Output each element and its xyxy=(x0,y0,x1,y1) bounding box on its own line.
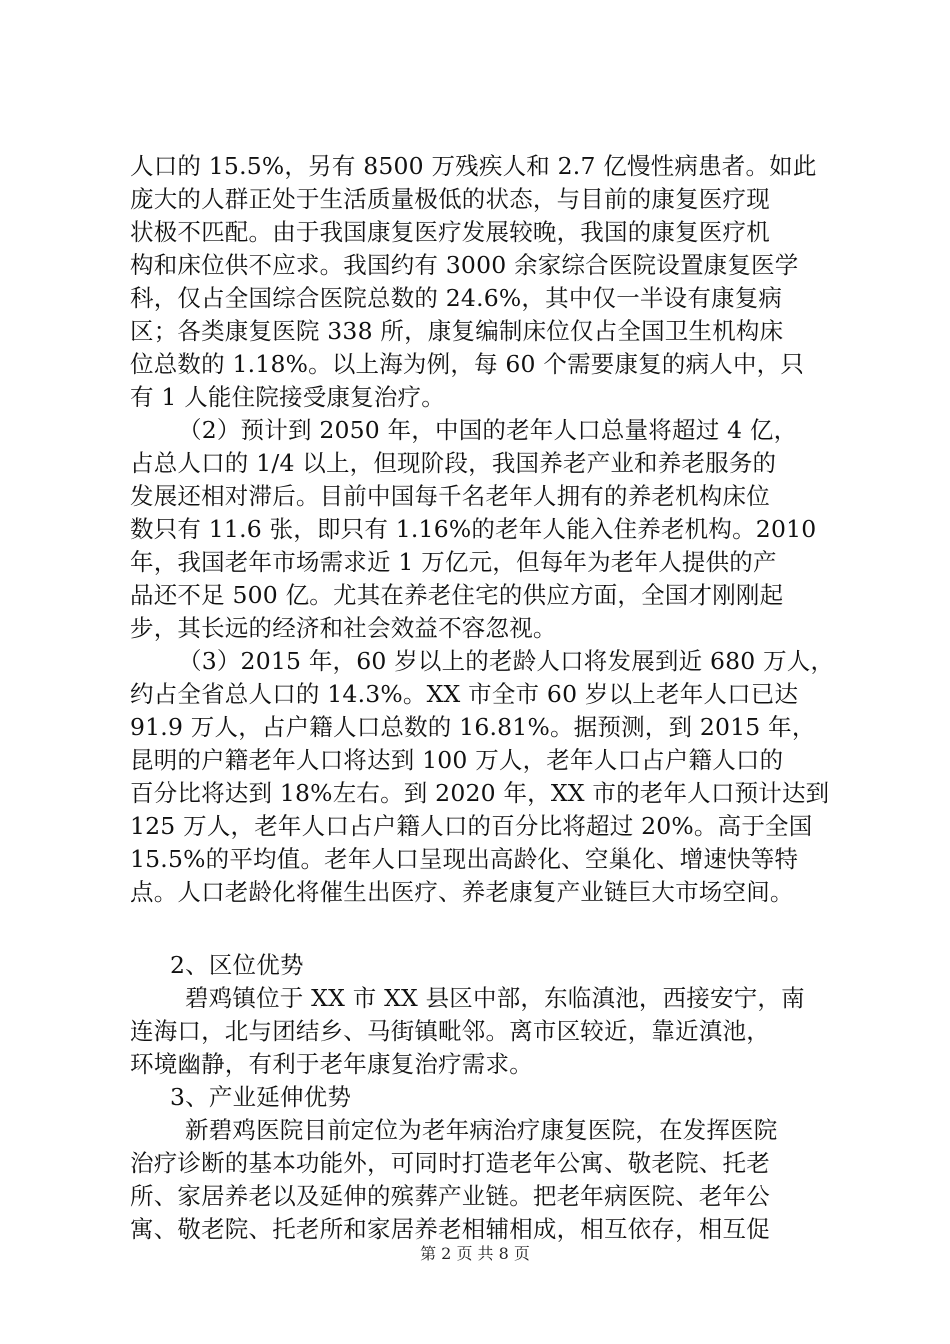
text-line: 15.5%的平均值。老年人口呈现出高龄化、空巢化、增速快等特 xyxy=(130,845,799,873)
text-line: 占总人口的 1/4 以上，但现阶段，我国养老产业和养老服务的 xyxy=(130,449,777,477)
text-line: 点。人口老龄化将催生出医疗、养老康复产业链巨大市场空间。 xyxy=(130,878,794,906)
paragraph-start-line: （3）2015 年，60 岁以上的老龄人口将发展到近 680 万人， xyxy=(178,647,835,675)
text-line: 有 1 人能住院接受康复治疗。 xyxy=(130,383,445,411)
text-line: 发展还相对滞后。目前中国每千名老年人拥有的养老机构床位 xyxy=(130,482,770,510)
text-line: 约占全省总人口的 14.3%。XX 市全市 60 岁以上老年人口已达 xyxy=(130,680,799,708)
text-line: 品还不足 500 亿。尤其在养老住宅的供应方面，全国才刚刚起 xyxy=(130,581,784,609)
text-line: 治疗诊断的基本功能外，可同时打造老年公寓、敬老院、托老 xyxy=(130,1149,770,1177)
text-line: 寓、敬老院、托老所和家居养老相辅相成，相互依存，相互促 xyxy=(130,1215,770,1243)
text-line: 庞大的人群正处于生活质量极低的状态，与目前的康复医疗现 xyxy=(130,185,770,213)
text-line: 连海口，北与团结乡、马街镇毗邻。离市区较近，靠近滇池， xyxy=(130,1017,770,1045)
text-line: 百分比将达到 18%左右。到 2020 年，XX 市的老年人口预计达到 xyxy=(130,779,830,807)
paragraph-start-line: 碧鸡镇位于 XX 市 XX 县区中部，东临滇池，西接安宁，南 xyxy=(185,984,805,1012)
paragraph-start-line: 新碧鸡医院目前定位为老年病治疗康复医院，在发挥医院 xyxy=(185,1116,778,1144)
text-line: 科，仅占全国综合医院总数的 24.6%，其中仅一半设有康复病 xyxy=(130,284,783,312)
section-heading: 3、产业延伸优势 xyxy=(170,1083,352,1111)
text-line: 位总数的 1.18%。以上海为例，每 60 个需要康复的病人中，只 xyxy=(130,350,805,378)
text-line: 状极不匹配。由于我国康复医疗发展较晚，我国的康复医疗机 xyxy=(130,218,770,246)
section-heading: 2、区位优势 xyxy=(170,951,304,979)
text-line: 年，我国老年市场需求近 1 万亿元，但每年为老年人提供的产 xyxy=(130,548,777,576)
text-line: 昆明的户籍老年人口将达到 100 万人，老年人口占户籍人口的 xyxy=(130,746,784,774)
paragraph-start-line: （2）预计到 2050 年，中国的老年人口总量将超过 4 亿， xyxy=(178,416,798,444)
page-number-footer: 第 2 页 共 8 页 xyxy=(420,1244,530,1263)
text-line: 步，其长远的经济和社会效益不容忽视。 xyxy=(130,614,557,642)
text-line: 环境幽静，有利于老年康复治疗需求。 xyxy=(130,1050,533,1078)
text-line: 构和床位供不应求。我国约有 3000 余家综合医院设置康复医学 xyxy=(130,251,799,279)
text-line: 人口的 15.5%，另有 8500 万残疾人和 2.7 亿慢性病患者。如此 xyxy=(130,152,817,180)
text-line: 91.9 万人，占户籍人口总数的 16.81%。据预测，到 2015 年， xyxy=(130,713,816,741)
paragraph-gap xyxy=(130,909,840,949)
text-line: 区；各类康复医院 338 所，康复编制床位仅占全国卫生机构床 xyxy=(130,317,784,345)
text-line: 所、家居养老以及延伸的殡葬产业链。把老年病医院、老年公 xyxy=(130,1182,770,1210)
text-line: 数只有 11.6 张，即只有 1.16%的老年人能入住养老机构。2010 xyxy=(130,515,817,543)
text-line: 125 万人，老年人口占户籍人口的百分比将超过 20%。高于全国 xyxy=(130,812,813,840)
document-body xyxy=(130,150,840,1246)
